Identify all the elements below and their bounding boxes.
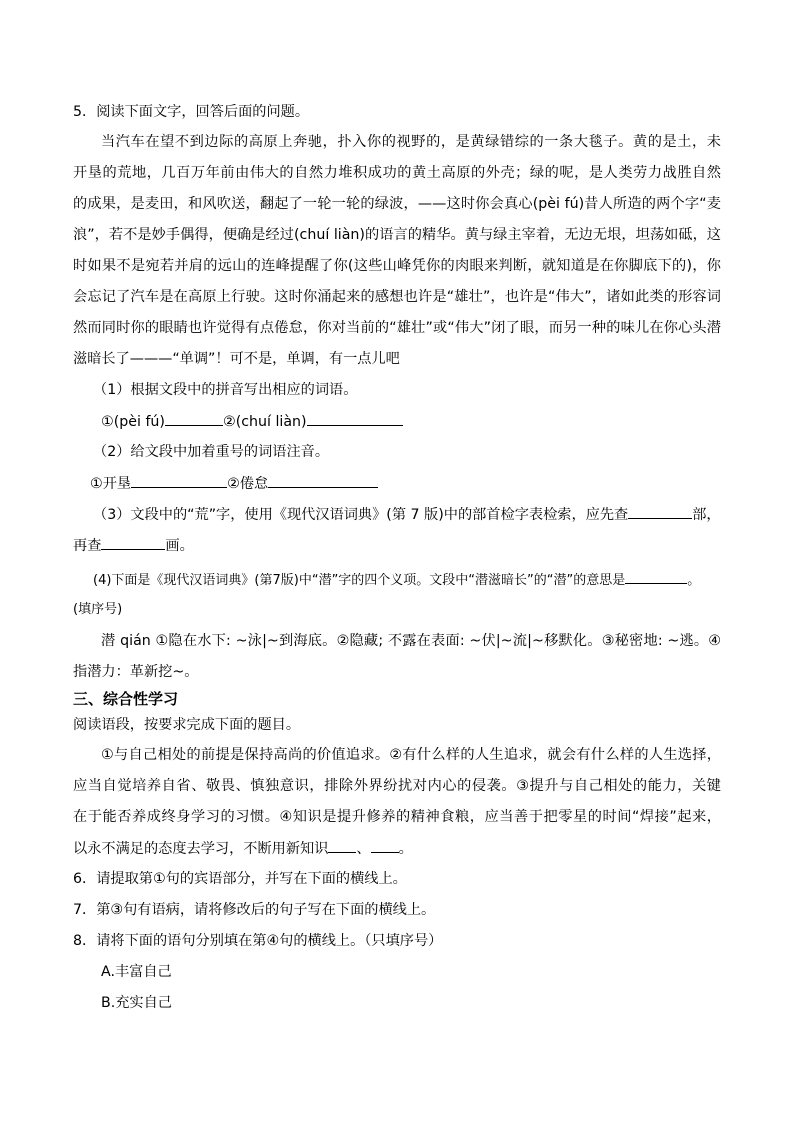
answer-blank-3a[interactable] [628, 504, 692, 519]
section-3-passage-line-3: 在于能否养成终身学习的习惯。④知识是提升修养的精神食粮，应当善于把零星的时间“焊接”起来， [73, 809, 721, 825]
sub-question-4-line-2: (填序号) [73, 602, 123, 617]
section-3-passage-line-2: 应当自觉培养自省、敬畏、慎独意识，排除外界纷扰对内心的侵袭。③提升与自己相处的能力，关键 [73, 778, 721, 794]
answer-blank-2a[interactable] [131, 473, 227, 488]
answer-blank-8a[interactable] [328, 838, 356, 853]
section-3-passage-line-4 [73, 838, 413, 859]
passage-line-1: 当汽车在望不到边际的高原上奔驰，扑入你的视野的，是黄绿错综的一条大毯子。黄的是土，未 [101, 134, 721, 150]
sub-question-4-line-1 [93, 569, 700, 591]
question-8: 8．请将下面的语句分别填在第④句的横线上。（只填序号） [73, 933, 443, 949]
passage-line-3: 的成果，是麦田，和风吹送，翻起了一轮一轮的绿波，——这时你会真心(pèi fú)昔人所造的两个字“麦 [73, 196, 721, 212]
sub-question-4-text: (4)下面是《现代汉语词典》(第7版)中“潜”字的四个义项。文段中“潜滋暗长”的“潜”的意思是 [93, 573, 626, 588]
word-juandai: ②倦怠 [227, 476, 269, 492]
sub-question-2-answer-line [90, 473, 378, 494]
passage-line-6: 会忘记了汽车是在高原上行驶。这时你涌起来的感想也许是“雄壮”，也许是“伟大”，诸如此类的形容词 [73, 289, 721, 305]
answer-blank-8b[interactable] [371, 838, 399, 853]
question-6: 6．请提取第①句的宾语部分，并写在下面的横线上。 [73, 871, 407, 887]
section-3-passage-end: 。 [398, 841, 413, 857]
dictionary-definition-line-2: 指潜力：革新挖~。 [73, 664, 199, 680]
sub-question-1-answer-line [101, 411, 403, 432]
section-3-passage-text: 以永不满足的态度去学习，不断用新知识 [73, 841, 329, 857]
section-3-title: 三、综合性学习 [73, 690, 179, 708]
answer-blank-1a[interactable] [165, 411, 223, 426]
dictionary-definition-line-1: 潜 qián ①隐在水下: ~泳|~到海底。②隐藏; 不露在表面: ~伏|~流|~移默化。③秘密地: ~逃。④ [101, 633, 721, 649]
passage-line-5: 时如果不是宛若并肩的远山的连峰提醒了你(这些山峰凭你的肉眼来判断，就知道是在你脚底下的)，你 [73, 258, 721, 274]
sub-question-3-suffix-2: 画。 [165, 538, 194, 554]
sub-question-1: （1）根据文段中的拼音写出相应的词语。 [93, 382, 358, 398]
pinyin-chuilian: ②(chuí liàn) [222, 414, 307, 430]
section-3-passage-sep: 、 [356, 841, 371, 857]
option-b: B.充实自己 [101, 995, 172, 1011]
word-kaiken: ①开垦 [90, 476, 132, 492]
pinyin-peifu: ①(pèi fú) [101, 414, 165, 430]
sub-question-3-line-2 [73, 535, 194, 556]
passage-line-2: 开垦的荒地，几百万年前由伟大的自然力堆积成功的黄土高原的外壳；绿的呢，是人类劳力战胜自然 [73, 165, 721, 181]
answer-blank-3b[interactable] [101, 535, 165, 550]
passage-line-8: 滋暗长了———“单调”！可不是，单调，有一点儿吧 [73, 351, 400, 367]
sub-question-3-suffix: 部， [692, 507, 721, 523]
sub-question-3-line-1 [93, 504, 721, 525]
answer-blank-2b[interactable] [268, 473, 378, 488]
sub-question-3-text: （3）文段中的“荒”字，使用《现代汉语词典》(第 7 版)中的部首检字表检索，应先查 [93, 507, 629, 523]
sub-question-2: （2）给文段中加着重号的词语注音。 [93, 444, 330, 460]
passage-line-7: 然而同时你的眼睛也许觉得有点倦怠，你对当前的“雄壮”或“伟大”闭了眼，而另一种的味儿在你心头潜 [73, 320, 721, 336]
option-a: A.丰富自己 [101, 964, 172, 980]
sub-question-3-text-2: 再查 [73, 538, 102, 554]
question-5-title: 5．阅读下面文字，回答后面的问题。 [73, 104, 310, 120]
passage-line-4: 浪”，若不是妙手偶得，便确是经过(chuí liàn)的语言的精华。黄与绿主宰着，无边无垠，坦荡如砥，这 [73, 227, 721, 243]
section-3-passage-line-1: ①与自己相处的前提是保持高尚的价值追求。②有什么样的人生追求，就会有什么样的人生选择， [101, 747, 721, 763]
sub-question-4-suffix: 。 [687, 573, 701, 588]
section-3-intro: 阅读语段，按要求完成下面的题目。 [73, 717, 301, 733]
answer-blank-1b[interactable] [307, 411, 403, 426]
answer-blank-4[interactable] [625, 569, 687, 584]
question-7: 7．第③句有语病，请将修改后的句子写在下面的横线上。 [73, 902, 436, 918]
